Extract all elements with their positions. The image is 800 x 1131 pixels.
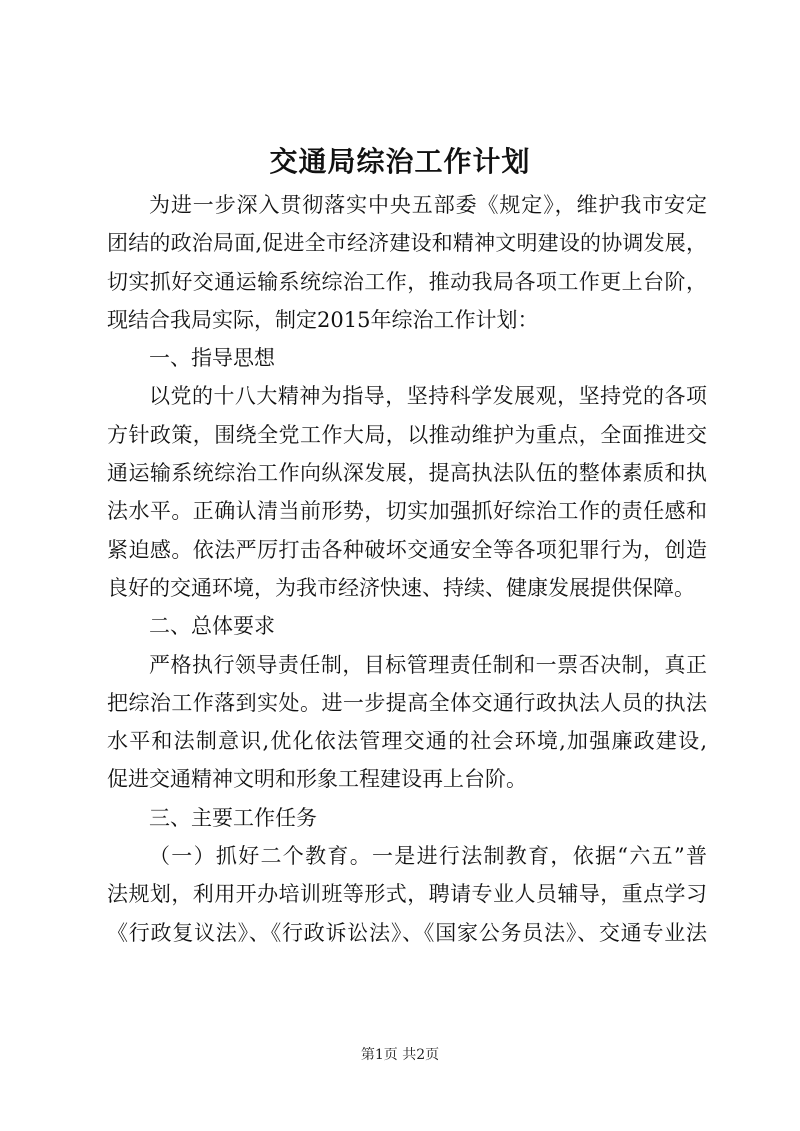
paragraph-line: 切实抓好交通运输系统综治工作，推动我局各项工作更上台阶， bbox=[107, 269, 707, 294]
paragraph-line: 以党的十八大精神为指导，坚持科学发展观，坚持党的各项 bbox=[149, 384, 707, 409]
paragraph-line: 《行政复议法》、《行政诉讼法》、《国家公务员法》、交通专业法 bbox=[107, 920, 707, 945]
paragraph-line: 现结合我局实际，制定2015年综治工作计划： bbox=[107, 307, 539, 332]
paragraph-line: （一）抓好二个教育。一是进行法制教育，依据“六五”普 bbox=[149, 844, 707, 869]
paragraph-line: 法规划，利用开办培训班等形式，聘请专业人员辅导，重点学习 bbox=[107, 882, 707, 907]
paragraph-line: 方针政策，围绕全党工作大局，以推动维护为重点，全面推进交 bbox=[107, 422, 707, 447]
document-body bbox=[107, 186, 707, 952]
paragraph-line: 团结的政治局面,促进全市经济建设和精神文明建设的协调发展， bbox=[107, 231, 707, 256]
paragraph-line: 为进一步深入贯彻落实中央五部委《规定》，维护我市安定 bbox=[149, 193, 707, 217]
section-heading: 二、总体要求 bbox=[149, 614, 275, 639]
paragraph-line: 促进交通精神文明和形象工程建设再上台阶。 bbox=[107, 767, 527, 792]
page-number-footer: 第1页 共2页 bbox=[360, 1047, 440, 1063]
document-title: 交通局综治工作计划 bbox=[269, 145, 531, 178]
paragraph-line: 紧迫感。依法严厉打击各种破坏交通安全等各项犯罪行为，创造 bbox=[107, 537, 707, 562]
paragraph-line: 通运输系统综治工作向纵深发展，提高执法队伍的整体素质和执 bbox=[107, 461, 707, 486]
paragraph-line: 良好的交通环境，为我市经济快速、持续、健康发展提供保障。 bbox=[107, 575, 695, 600]
paragraph-line: 把综治工作落到实处。进一步提高全体交通行政执法人员的执法 bbox=[107, 690, 707, 715]
paragraph-line: 法水平。正确认清当前形势，切实加强抓好综治工作的责任感和 bbox=[107, 499, 707, 524]
section-heading: 三、主要工作任务 bbox=[149, 805, 317, 830]
paragraph-line: 水平和法制意识,优化依法管理交通的社会环境,加强廉政建设, bbox=[107, 729, 707, 754]
section-heading: 一、指导思想 bbox=[149, 346, 275, 371]
paragraph-line: 严格执行领导责任制，目标管理责任制和一票否决制，真正 bbox=[149, 652, 707, 677]
